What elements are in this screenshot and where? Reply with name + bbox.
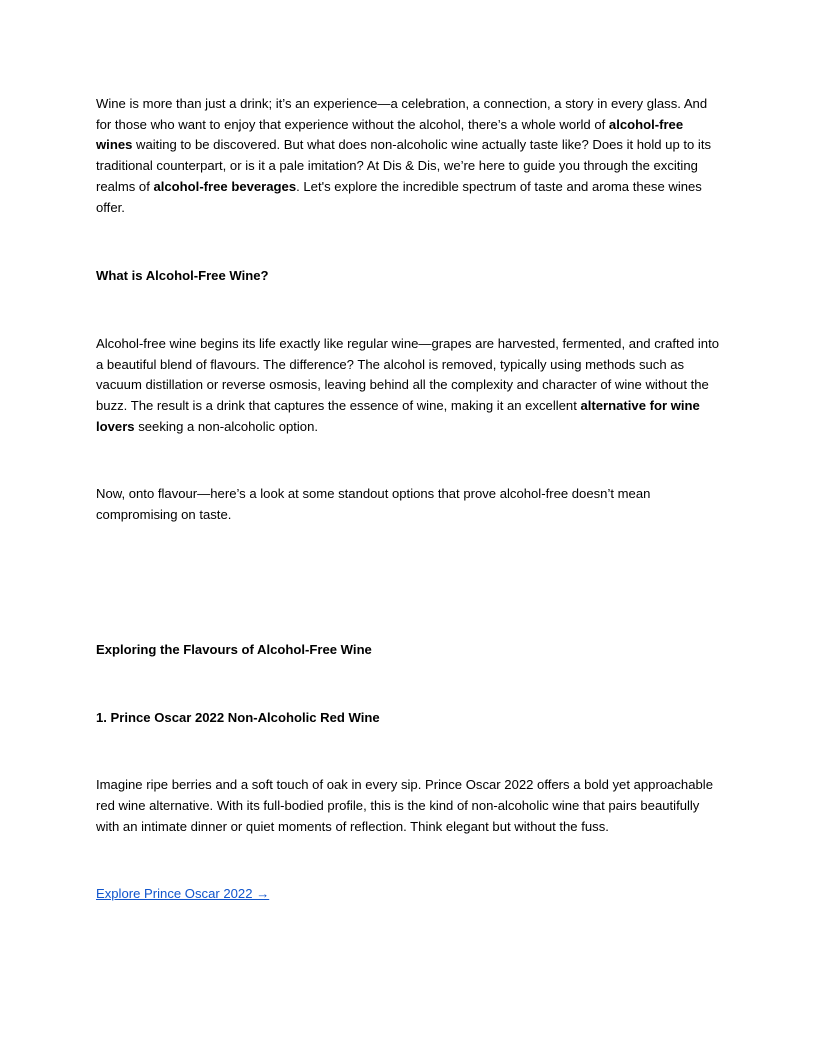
what-bold-alternative: alternative for wine lovers bbox=[96, 398, 700, 434]
intro-text-2: waiting to be discovered. But what does non-alcoholic wine actually taste like? Does it hold up to its traditional counterpart, or is it a pale imitation? At Dis & Dis, we’re here to guide you through the exciting realms of bbox=[96, 137, 712, 194]
document-page bbox=[96, 94, 722, 905]
prince-oscar-paragraph: Imagine ripe berries and a soft touch of oak in every sip. Prince Oscar 2022 offers a bold yet approachable red wine alternative. With its full-bodied profile, this is the kind of non-alcoholic wine that pairs beautifully with an intimate dinner or quiet moments of reflection. Think elegant but without the fuss. bbox=[96, 777, 713, 834]
heading-prince-oscar: 1. Prince Oscar 2022 Non-Alcoholic Red Wine bbox=[96, 709, 380, 725]
intro-paragraph bbox=[96, 94, 722, 218]
explore-prince-oscar-link[interactable]: Explore Prince Oscar 2022 → bbox=[96, 886, 270, 902]
intro-bold-alcohol-free-wines: alcohol-free wines bbox=[96, 116, 684, 153]
heading-what-is-alcohol-free-wine: What is Alcohol-Free Wine? bbox=[96, 268, 269, 284]
explore-link-row bbox=[96, 884, 722, 905]
what-paragraph bbox=[96, 334, 722, 438]
intro-bold-alcohol-free-beverages: alcohol-free beverages bbox=[153, 178, 297, 194]
heading-exploring-flavours: Exploring the Flavours of Alcohol-Free Wine bbox=[96, 641, 372, 657]
what-text-1: Alcohol-free wine begins its life exactly like regular wine—grapes are harvested, fermented, and crafted into a beautiful blend of flavours. The difference? The alcohol is removed, typically using methods such as vacuum distillation or reverse osmosis, leaving behind all the complexity and character of wine without the buzz. The result is a drink that captures the essence of wine, making it an excellent bbox=[96, 335, 720, 414]
onto-flavour-paragraph: Now, onto flavour—here’s a look at some standout options that prove alcohol-free doesn’t mean compromising on taste. bbox=[96, 486, 651, 523]
intro-text-3: . Let's explore the incredible spectrum of taste and aroma these wines offer. bbox=[96, 178, 702, 215]
intro-text-1: Wine is more than just a drink; it’s an experience—a celebration, a connection, a story in every glass. And for those who want to enjoy that experience without the alcohol, there’s a whole world of bbox=[96, 96, 708, 132]
what-text-2: seeking a non-alcoholic option. bbox=[134, 418, 319, 434]
